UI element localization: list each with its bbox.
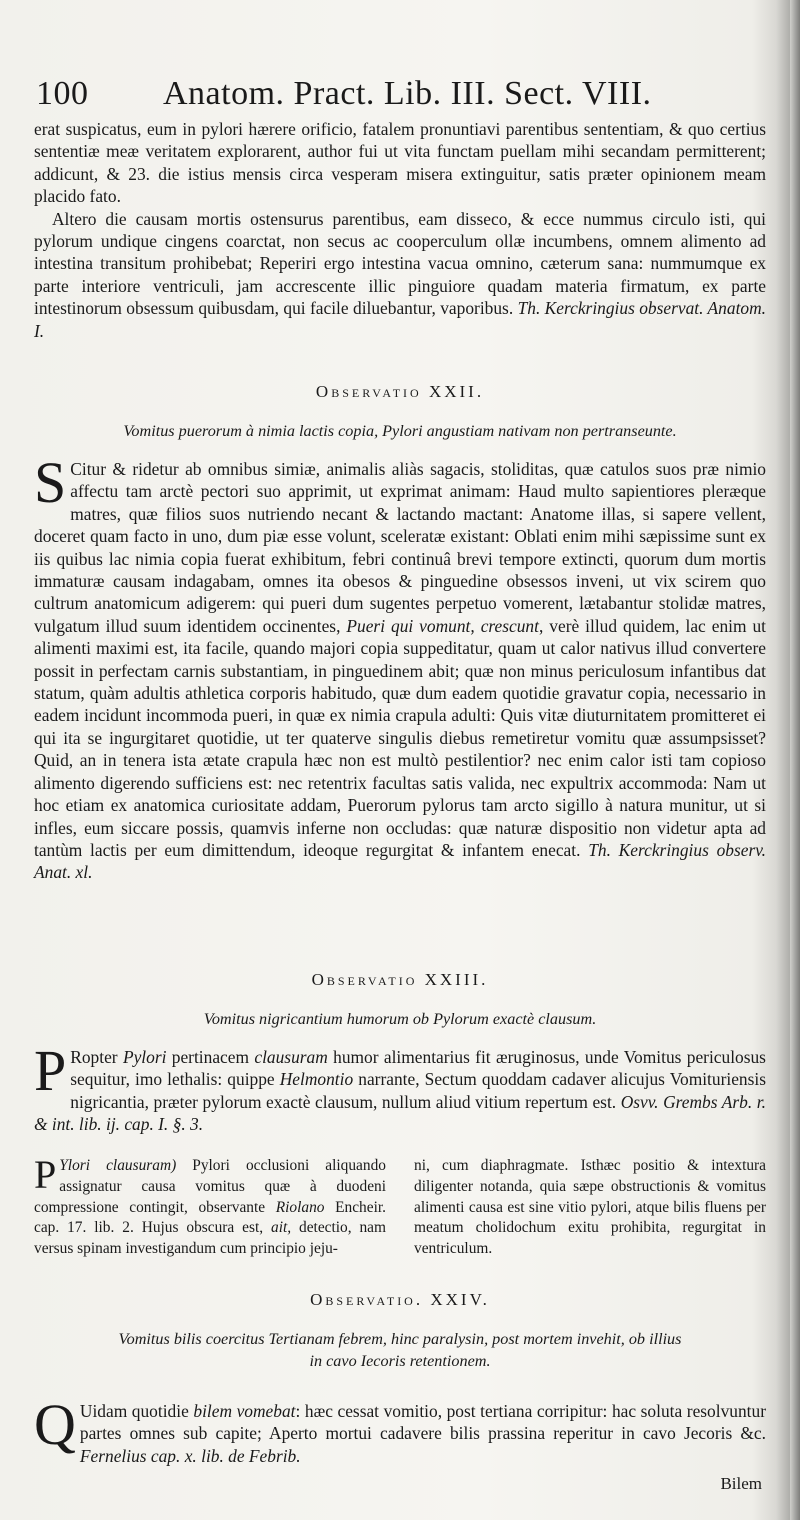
obs22-text-a: Citur & ridetur ab omnibus simiæ, animalis aliàs sagacis, stoliditas, quæ catulos suos præ nimio affectu tam arctè pectori suo apprimit, ut exprimat animam: Haud multo sapientiores pleræque matres, quæ filios suos nutriendo necant & lactando mactant: Anatome illas, si sapere vellent, doceret quam facto in uno, dum piæ esse volunt, sceleratæ existant: Oblati enim mihi sæpissime sunt ex iis quibus lac nimia copia fuerat exhibitum, febri continuâ brevi tempore extincti, quorum dum mortis immaturæ causam indagabam, omnes ita obesos & pinguedine obsessos inveni, ut vix scirem quo cultrum anatomicum adigerem: qui pueri dum sugentes perpetuo vomerent, lætabantur stolidæ matres, vulgatum illud suum identidem occinentes, (34, 459, 766, 636)
intro-paragraph-1: erat suspicatus, eum in pylori hærere orificio, fatalem pronuntiavi parentibus sententiam, & quo certius sententiæ meæ veritatem explorarent, author fui ut vita functam puellam mihi secandam permitterent; addicunt, & 23. die istius mensis circa vesperam misera extinguitur, satis præter opinionem meam placido fato. (34, 119, 766, 207)
drop-cap-q: Q (34, 1392, 76, 1457)
note-left-ait: ait, (271, 1219, 292, 1237)
obs24-t1: Uidam quotidie (79, 1401, 189, 1421)
obs23-i3: Helmontio (279, 1069, 354, 1090)
obs22-quote: Pueri qui vomunt, crescunt (346, 615, 539, 636)
note-right-text: ni, cum diaphragmate. Isthæc positio & intextura diligenter notanda, quia sæpe obstructionis & vomitus alimenti causa est sine vitio pylori, atque bilis fluens per meatum cholidochum exitu prohibita, regurgitat in ventriculum. (414, 1157, 766, 1258)
observation-24-subtitle (60, 1328, 740, 1372)
observation-24-title: Observatio. XXIV. (310, 1290, 490, 1309)
obs23-i2: clausuram (254, 1047, 328, 1067)
note-drop-cap-p: P (34, 1152, 57, 1197)
observation-23-title: Observatio XXIII. (311, 970, 489, 989)
obs24-subtitle-line-2: in cavo Iecoris retentionem. (309, 1352, 491, 1370)
running-head-title: Anatom. Pract. Lib. III. Sect. VIII. (163, 75, 652, 112)
observation-24-paragraph (34, 1392, 766, 1467)
observation-23-subtitle: Vomitus nigricantium humorum ob Pylorum exactè clausum. (203, 1010, 597, 1028)
obs24-reference: Fernelius cap. x. lib. de Febrib. (79, 1445, 301, 1466)
obs23-reference: Osvv. Grembs Arb. r. & int. lib. ij. cap. I. §. 3. (34, 1091, 766, 1135)
catchword: Bilem (720, 1474, 762, 1493)
obs23-i1: Pylori (122, 1047, 167, 1067)
intro-reference: Th. Kerckringius observat. Anatom. I. (34, 298, 766, 341)
observation-22-paragraph (34, 450, 767, 884)
note-column-left (34, 1152, 386, 1260)
intro-paragraph-2-text: Altero die causam mortis ostensurus parentibus, eam disseco, & ecce nummus circulo isti, qui pylorum undique cingens coarctat, non secus ac cooperculum ollæ incumbens, omnem alimento ad intestina transitum prohibebat; Reperiri ergo intestina vacua omnino, cæterum sana: nummumque ex parte interiore ventriculi, jam accrescente illic pinguiore quadam materia firmatum, ex parte intestinorum obsessum quibusdam, qui facile diluebantur, vaporibus. (34, 208, 766, 319)
drop-cap-s: S (34, 450, 67, 515)
obs22-text-b: , verè illud quidem, lac enim ut alimenti maximi est, ita facile, quando majori copia suppeditatur, quam ut calor nativus illud convertere possit in perfectam carnis substantiam, in pinguedinem abit; quæ non minus periculosum infantibus dat statum, quàm adultis athletica corporis habitudo, quæ dum eadem quotidie gravatur copia, necessario in eadem incidunt incommoda pueri, in quæ ex nimia crapula adulti: Quis vitæ diuturnitatem promitteret ei qui ita se ingurgitaret quotidie, ut ter quaterve singulis diebus remetiretur vomitu quæ assumpsisset? Quid, an in tenera ista ætate crapula hæc non est multò pestilentior? nec enim calor isti tam copioso alimento digerendo sufficiens est: nec retentrix facultas satis valida, nec expultrix accommoda: Nam ut hoc etiam ex anatomica curiositate addam, Puerorum pylorus tam arcto sigillo à natura munitur, ut si infles, eum siccare possis, quamvis inferne non occludas: quæ naturæ dispositio non videtur apta ad tantùm lactis per eum dimittendum, ideoque regurgitat & infantem enecat. (34, 615, 767, 860)
obs22-reference: Th. Kerckringius observ. Anat. xl. (34, 839, 766, 883)
obs24-i1: bilem vomebat (193, 1401, 296, 1421)
observation-22-subtitle: Vomitus puerorum à nimia lactis copia, Pylori angustiam nativam non pertranseunte. (123, 422, 677, 440)
drop-cap-p: P (34, 1038, 67, 1103)
running-header (36, 72, 756, 116)
observation-23-text (34, 1038, 766, 1136)
note-lemma: Ylori clausuram) (59, 1157, 177, 1174)
intro-text (34, 118, 766, 342)
note-left-text (34, 1152, 386, 1260)
intro-paragraph-2 (34, 208, 766, 342)
note-left-name: Riolano (275, 1198, 325, 1216)
obs23-t1: Ropter (70, 1047, 118, 1067)
obs23-t2: pertinacem (171, 1047, 250, 1067)
obs24-subtitle-line-1: Vomitus bilis coercitus Tertianam febrem, hinc paralysin, post mortem invehit, ob illius (118, 1330, 682, 1348)
obs23-t3: humor alimentarius fit æruginosus, unde Vomitus periculosus sequitur, imo lethalis: quippe (70, 1047, 766, 1090)
note-column-right (414, 1156, 766, 1260)
note-left-a: Pylori occlusioni aliquando assignatur causa vomitus quæ à duodeni compressione contingit, observante (34, 1157, 386, 1216)
observation-23-paragraph (34, 1038, 766, 1136)
observation-24-text (34, 1392, 766, 1467)
observation-22-title: Observatio XXII. (315, 382, 485, 401)
obs23-t4: narrante, Sectum quoddam cadaver alicujus Vomituriensis nigricantia, præter pylorum exactè clausum, nullum aliud vitium repertum est. (70, 1069, 766, 1112)
page-number: 100 (36, 75, 89, 112)
obs24-t2: : hæc cessat vomitio, post tertiana corripitur: hac soluta resolvuntur partes omnes sub capite; Aperto mortui cadavere bilis prassina reperitur in cavo Jecoris &c. (79, 1401, 766, 1444)
note-left-b: Encheir. cap. 17. lib. 2. Hujus obscura est, (34, 1198, 386, 1237)
note-left-c: detectio, nam versus spinam investigandum cum principio jeju- (34, 1219, 386, 1258)
observation-22-text (34, 450, 767, 884)
